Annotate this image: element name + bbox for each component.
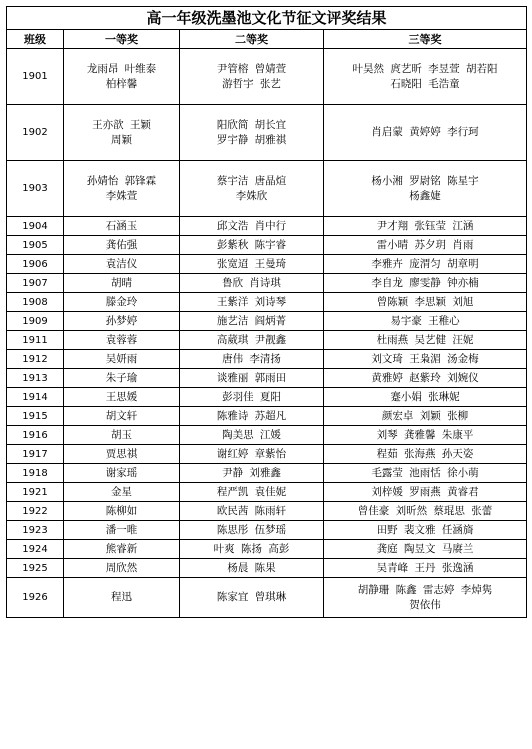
third-prize-names: 蹇小娟 张琳妮 [390,390,460,403]
first-prize-names: 王亦歆 王颖 [92,118,151,131]
class-cell: 1921 [7,483,64,502]
third-prize-names: 杨鑫婕 [409,189,441,202]
first-prize-cell [64,255,180,274]
first-prize-cell [64,426,180,445]
class-cell: 1912 [7,350,64,369]
class-cell: 1901 [7,49,64,105]
first-prize-names: 吴妍雨 [105,352,138,365]
first-prize-cell [64,161,180,217]
second-prize-cell [180,521,324,540]
table-row [7,426,527,445]
class-cell: 1911 [7,331,64,350]
first-prize-cell [64,274,180,293]
second-prize-cell [180,388,324,407]
third-prize-cell [324,464,527,483]
third-prize-names: 胡静珊 陈鑫 雷志婷 李焯隽 [357,583,493,596]
first-prize-cell [64,388,180,407]
first-prize-cell [64,464,180,483]
second-prize-names: 尹静 刘雅鑫 [222,466,281,479]
first-prize-names: 金星 [111,485,132,498]
first-prize-cell [64,217,180,236]
third-prize-cell [324,521,527,540]
first-prize-cell [64,578,180,618]
third-prize-cell [324,161,527,217]
second-prize-names: 欧民茜 陈雨轩 [216,504,287,517]
first-prize-names: 周欣然 [105,561,138,574]
second-prize-cell [180,445,324,464]
third-prize-names: 刘文琦 王枭湄 汤金梅 [371,352,479,365]
second-prize-names: 彭紫秋 陈宇睿 [216,238,287,251]
table-row [7,445,527,464]
table-row [7,161,527,217]
third-prize-cell [324,502,527,521]
second-prize-names: 尹管榕 曾婧萱 [216,62,287,75]
third-prize-names: 肖启蒙 黄婷婷 李行珂 [371,126,479,138]
third-prize-names: 李雅卉 庞渭匀 胡章明 [371,257,479,270]
table-row [7,407,527,426]
first-prize-cell [64,502,180,521]
second-prize-names: 叶爽 陈扬 高彭 [213,542,290,555]
first-prize-names: 柏梓馨 [105,77,138,90]
class-cell: 1913 [7,369,64,388]
third-prize-cell [324,236,527,255]
first-prize-names: 孙婧怡 郭锋霖 [86,174,157,187]
third-prize-names: 叶昊然 庹艺昕 李昱萱 胡若阳 [352,62,498,75]
table-row [7,483,527,502]
third-prize-names: 颜宏卓 刘颖 张柳 [381,409,469,422]
second-prize-cell [180,331,324,350]
first-prize-names: 朱子瑜 [105,371,138,384]
table-title: 高一年级洗墨池文化节征文评奖结果 [7,7,527,30]
second-prize-names: 程严凯 袁佳妮 [216,485,287,498]
third-prize-names: 石晓阳 毛浩童 [390,77,460,90]
second-prize-cell [180,483,324,502]
second-prize-cell [180,426,324,445]
first-prize-names: 孙梦婷 [105,314,138,327]
class-cell: 1903 [7,161,64,217]
class-cell: 1915 [7,407,64,426]
second-prize-cell [180,217,324,236]
first-prize-names: 滕金玲 [105,295,138,308]
third-prize-cell [324,369,527,388]
second-prize-cell [180,559,324,578]
second-prize-names: 彭羽佳 夏阳 [222,390,281,403]
third-prize-names: 贺依伟 [409,598,441,611]
second-prize-cell [180,312,324,331]
results-table [6,6,527,618]
second-prize-names: 李姝欣 [235,189,268,202]
table-row [7,388,527,407]
second-prize-names: 鲁欣 肖诗琪 [222,276,281,289]
third-prize-names: 程茹 张海燕 孙天姿 [376,447,474,460]
second-prize-cell [180,49,324,105]
table-row [7,312,527,331]
second-prize-cell [180,540,324,559]
table-row [7,350,527,369]
header-second-prize: 二等奖 [180,30,324,49]
second-prize-cell [180,407,324,426]
header-class: 班级 [7,30,64,49]
second-prize-names: 陈家宜 曾琪琳 [216,591,287,603]
third-prize-names: 吴青峰 王丹 张逸涵 [376,561,474,574]
second-prize-names: 谢红婷 章紫怡 [216,447,287,460]
second-prize-cell [180,161,324,217]
third-prize-cell [324,49,527,105]
first-prize-cell [64,445,180,464]
first-prize-cell [64,105,180,161]
first-prize-names: 龙雨昂 叶维泰 [86,62,157,75]
class-cell: 1909 [7,312,64,331]
first-prize-cell [64,369,180,388]
second-prize-cell [180,293,324,312]
second-prize-names: 张宽迢 王曼琦 [216,257,287,270]
second-prize-names: 高葳琪 尹靓鑫 [216,333,287,346]
header-first-prize: 一等奖 [64,30,180,49]
class-cell: 1914 [7,388,64,407]
table-row [7,274,527,293]
third-prize-names: 曾陈颖 李思颖 刘旭 [376,295,474,308]
table-row [7,578,527,618]
first-prize-names: 潘一唯 [105,523,138,536]
first-prize-cell [64,483,180,502]
class-cell: 1926 [7,578,64,618]
third-prize-cell [324,274,527,293]
second-prize-cell [180,369,324,388]
first-prize-names: 程迅 [111,591,132,603]
second-prize-names: 王紫洋 刘诗琴 [216,295,287,308]
third-prize-cell [324,105,527,161]
class-cell: 1906 [7,255,64,274]
table-row [7,559,527,578]
class-cell: 1916 [7,426,64,445]
first-prize-names: 胡玉 [111,428,132,441]
third-prize-cell [324,578,527,618]
header-third-prize: 三等奖 [324,30,527,49]
third-prize-names: 刘琴 龚雅馨 朱康平 [376,428,474,441]
second-prize-names: 杨晨 陈果 [227,561,276,574]
third-prize-names: 刘梓媛 罗雨燕 黄睿君 [371,485,479,498]
class-cell: 1902 [7,105,64,161]
first-prize-names: 龚佑强 [105,238,138,251]
third-prize-cell [324,445,527,464]
table-row [7,255,527,274]
second-prize-names: 阳欣简 胡长宜 [216,118,287,131]
table-row [7,521,527,540]
first-prize-cell [64,331,180,350]
table-row [7,464,527,483]
first-prize-cell [64,293,180,312]
second-prize-cell [180,255,324,274]
third-prize-names: 龚庭 陶昱文 马赓兰 [376,542,474,555]
third-prize-cell [324,559,527,578]
second-prize-cell [180,502,324,521]
first-prize-names: 袁蓉蓉 [105,333,138,346]
second-prize-cell [180,236,324,255]
table-row [7,331,527,350]
third-prize-cell [324,388,527,407]
class-cell: 1922 [7,502,64,521]
first-prize-names: 袁洁仪 [105,257,138,270]
table-row [7,540,527,559]
first-prize-cell [64,521,180,540]
third-prize-cell [324,540,527,559]
second-prize-names: 陶美思 江媛 [222,428,281,441]
class-cell: 1923 [7,521,64,540]
second-prize-cell [180,350,324,369]
first-prize-names: 贾思祺 [105,447,138,460]
third-prize-names: 杜雨燕 吴艺健 汪妮 [376,333,474,346]
class-cell: 1917 [7,445,64,464]
second-prize-names: 谈雅丽 郭雨田 [216,371,287,384]
table-row [7,369,527,388]
first-prize-names: 李姝萱 [105,189,138,202]
second-prize-cell [180,578,324,618]
first-prize-names: 谢家瑶 [105,466,138,479]
third-prize-names: 曾佳豪 刘昕然 蔡琨思 张蕾 [357,504,493,517]
class-cell: 1905 [7,236,64,255]
second-prize-names: 陈思彤 伍梦瑶 [216,523,287,536]
third-prize-cell [324,255,527,274]
table-row [7,502,527,521]
first-prize-cell [64,559,180,578]
second-prize-names: 蔡宇洁 唐晶煊 [216,174,287,187]
class-cell: 1904 [7,217,64,236]
first-prize-cell [64,312,180,331]
third-prize-cell [324,312,527,331]
first-prize-names: 胡晴 [111,276,132,289]
third-prize-names: 田野 裴文雅 任涵旖 [376,523,474,536]
second-prize-names: 唐伟 李清扬 [222,352,281,365]
third-prize-cell [324,426,527,445]
second-prize-names: 邱文浩 肖中行 [216,219,287,232]
third-prize-names: 李自龙 廖雯静 钟亦楠 [371,276,479,289]
second-prize-cell [180,105,324,161]
table-row [7,293,527,312]
table-row [7,236,527,255]
first-prize-cell [64,350,180,369]
second-prize-cell [180,274,324,293]
third-prize-cell [324,350,527,369]
first-prize-names: 胡文轩 [105,409,138,422]
class-cell: 1918 [7,464,64,483]
table-row [7,105,527,161]
second-prize-names: 陈雅诗 苏超凡 [216,409,287,422]
third-prize-names: 易宇豪 王稚心 [390,314,460,327]
class-cell: 1924 [7,540,64,559]
first-prize-cell [64,407,180,426]
first-prize-names: 周颖 [111,133,132,146]
first-prize-cell [64,540,180,559]
results-sheet [6,6,526,618]
first-prize-names: 熊睿新 [105,542,138,555]
table-body [7,49,527,618]
class-cell: 1908 [7,293,64,312]
second-prize-names: 施艺洁 阎炳菁 [216,314,287,327]
second-prize-names: 罗宇静 胡雅祺 [216,133,287,146]
class-cell: 1925 [7,559,64,578]
third-prize-cell [324,331,527,350]
first-prize-names: 王思媛 [105,390,138,403]
second-prize-cell [180,464,324,483]
table-row [7,217,527,236]
first-prize-cell [64,236,180,255]
first-prize-names: 石涵玉 [105,219,138,232]
third-prize-names: 杨小湘 罗尉铭 陈星宇 [371,174,479,187]
first-prize-names: 陈柳如 [105,504,138,517]
table-row [7,49,527,105]
third-prize-names: 黄雅婷 赵紫玲 刘婉仪 [371,371,479,384]
third-prize-names: 尹才翔 张钰莹 江涵 [376,219,474,232]
third-prize-cell [324,293,527,312]
class-cell: 1907 [7,274,64,293]
third-prize-cell [324,407,527,426]
second-prize-names: 游哲宇 张艺 [222,77,281,90]
third-prize-cell [324,483,527,502]
third-prize-names: 毛露莹 池雨恬 徐小萌 [371,466,479,479]
first-prize-cell [64,49,180,105]
third-prize-names: 雷小晴 苏夕玥 肖雨 [376,238,474,251]
third-prize-cell [324,217,527,236]
